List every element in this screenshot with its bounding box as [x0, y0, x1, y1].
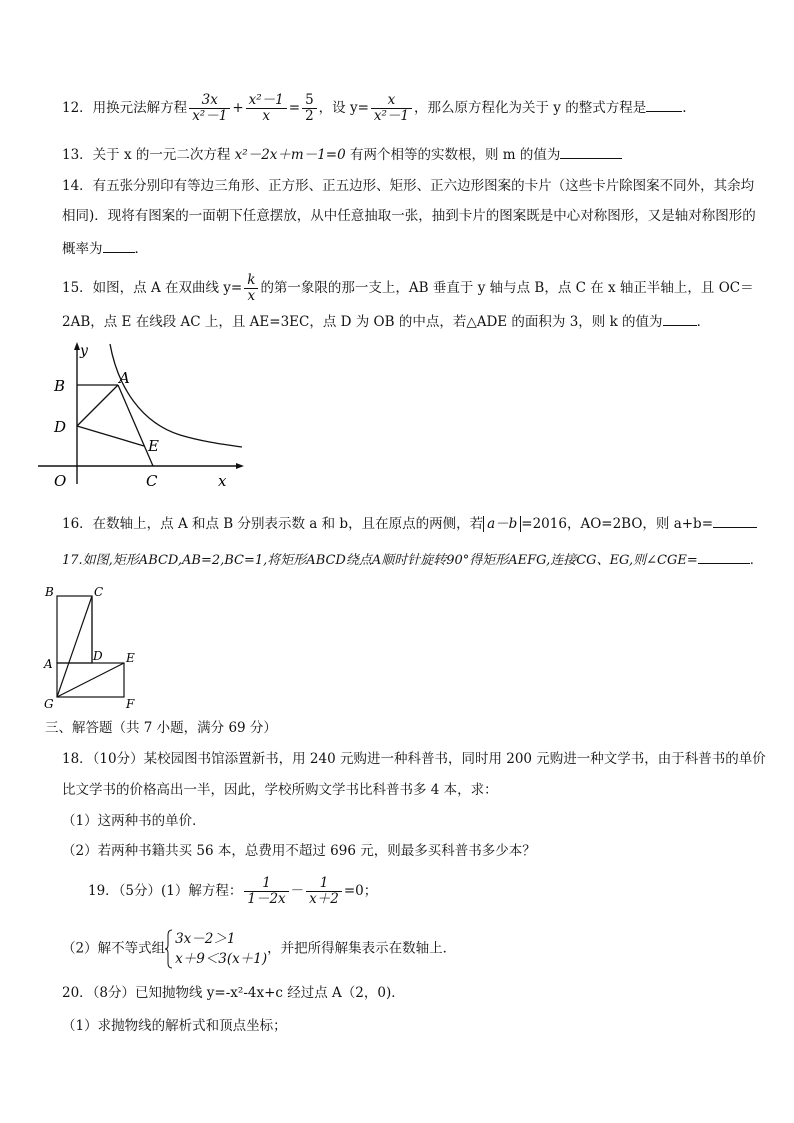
question-18-line-2: 比文学书的价格高出一半，因此，学校所购文学书比科普书多 4 本，求： — [62, 782, 498, 798]
q12-prefix: 12．用换元法解方程 — [62, 100, 188, 116]
question-12: 12．用换元法解方程 $\frac{3x}{\text{x²－1}}$ + $\frac{\text{x²－1}}{x}$ = $\frac{5}{2}$ ，设 y= $\frac{x}{\text{x²－1}}$ ，那么原方程化为关于 y 的整式方程是 . — [62, 92, 687, 124]
question-13: 13．关于 x 的一元二次方程 x²－2x＋m－1=0 有两个相等的实数根，则 m 的值为 — [62, 144, 622, 165]
q19-inequality-system: 3x－2＞1 x＋9＜3(x＋1) — [165, 929, 267, 969]
hyperbola-curve — [110, 344, 242, 447]
q15-fraction: $\frac{k}{x}$ — [244, 273, 258, 304]
label-c: C — [94, 585, 104, 599]
q12-fraction-1: $\frac{3x}{\text{x²－1}}$ — [189, 93, 230, 124]
label-y: y — [80, 343, 88, 359]
question-14-line-1: 14．有五张分别印有等边三角形、正方形、正五边形、矩形、正六边形图案的卡片（这些卡片除图案不同外，其余均 — [62, 178, 755, 194]
question-18-line-1: 18．（10分）某校园图书馆添置新书，用 240 元购进一种科普书，同时用 200 元购进一种文学书，由于科普书的单价 — [62, 751, 766, 767]
q16-answer-blank[interactable] — [713, 513, 757, 528]
q12-fraction-3: $\frac{5}{2}$ — [302, 93, 317, 124]
question-15-line-2: 2AB，点 E 在线段 AC 上，且 AE=3EC，点 D 为 OB 的中点，若△ADE 的面积为 3，则 k 的值为 ． — [62, 311, 710, 332]
x-axis-arrow — [236, 463, 244, 469]
label-g: G — [44, 697, 54, 711]
brace-icon — [165, 929, 173, 969]
section-3-heading: 三、解答题（共 7 小题，满分 69 分） — [45, 720, 277, 736]
figure-15 — [30, 338, 255, 498]
q13-equation: x²－2x＋m－1=0 — [234, 147, 346, 163]
label-d: D — [54, 418, 67, 436]
q12-answer-blank[interactable] — [646, 97, 682, 112]
label-e: E — [126, 651, 135, 665]
label-f: F — [126, 697, 135, 711]
question-20-part-1: （1）求抛物线的解析式和顶点坐标； — [62, 1018, 287, 1034]
question-16: 16．在数轴上，点 A 和点 B 分别表示数 a 和 b，且在原点的两侧，若 a－b =2016，AO=2BO，则 a+b= — [62, 513, 757, 534]
label-b: B — [54, 377, 66, 395]
q19-fraction-2: $\frac{1}{x+2}$ — [306, 876, 342, 907]
question-19-part-1: 19．（5分）(1）解方程： $\frac{1}{1-2x}$ － $\frac{1}{x+2}$ =0； — [88, 875, 378, 907]
question-14-line-3: 概率为 ． — [62, 238, 148, 259]
q12-fraction-2: $\frac{\text{x²－1}}{x}$ — [246, 93, 287, 124]
label-e: E — [148, 437, 159, 455]
segment-de — [77, 426, 144, 446]
question-14-line-2: 相同)．现将有图案的一面朝下任意摆放，从中任意抽取一张，抽到卡片的图案既是中心对称图形，又是轴对称图形的 — [62, 208, 756, 224]
q12-fraction-4: $\frac{x}{\text{x²－1}}$ — [371, 93, 412, 124]
question-17: 17.如图,矩形ABCD,AB=2,BC=1,将矩形ABCD绕点A顺时针旋转90°得矩形AEFG,连接CG、EG,则∠CGE= . — [62, 549, 754, 571]
q14-answer-blank[interactable] — [103, 238, 135, 253]
label-d: D — [93, 649, 103, 663]
q16-absolute-value: a－b — [483, 516, 521, 532]
q13-answer-blank[interactable] — [560, 144, 622, 159]
question-20-line-1: 20．（8分）已知抛物线 y=-x²-4x+c 经过点 A（2，0)． — [62, 985, 405, 1001]
question-19-part-2: （2）解不等式组 3x－2＞1 x＋9＜3(x＋1) ，并把所得解集表示在数轴上． — [62, 931, 457, 967]
label-x: x — [218, 472, 227, 490]
rectangle-abcd — [57, 596, 92, 663]
question-18-part-2: （2）若两种书籍共买 56 本，总费用不超过 696 元，则最多买科普书多少本？ — [62, 843, 536, 859]
label-c: C — [146, 472, 158, 490]
q19-fraction-1: $\frac{1}{1-2x}$ — [244, 876, 288, 907]
q17-answer-blank[interactable] — [698, 549, 750, 564]
segment-da — [77, 385, 118, 426]
label-a: A — [44, 657, 53, 671]
label-b: B — [45, 585, 54, 599]
question-15-line-1: 15．如图，点 A 在双曲线 y= $\frac{k}{x}$ 的第一象限的那一支上，AB 垂直于 y 轴与点 B，点 C 在 x 轴正半轴上，且 OC＝ — [62, 272, 754, 304]
figure-17 — [40, 582, 150, 712]
label-a: A — [119, 369, 130, 387]
q15-answer-blank[interactable] — [663, 311, 697, 326]
label-o: O — [54, 472, 67, 490]
question-18-part-1: （1）这两种书的单价． — [62, 813, 206, 829]
